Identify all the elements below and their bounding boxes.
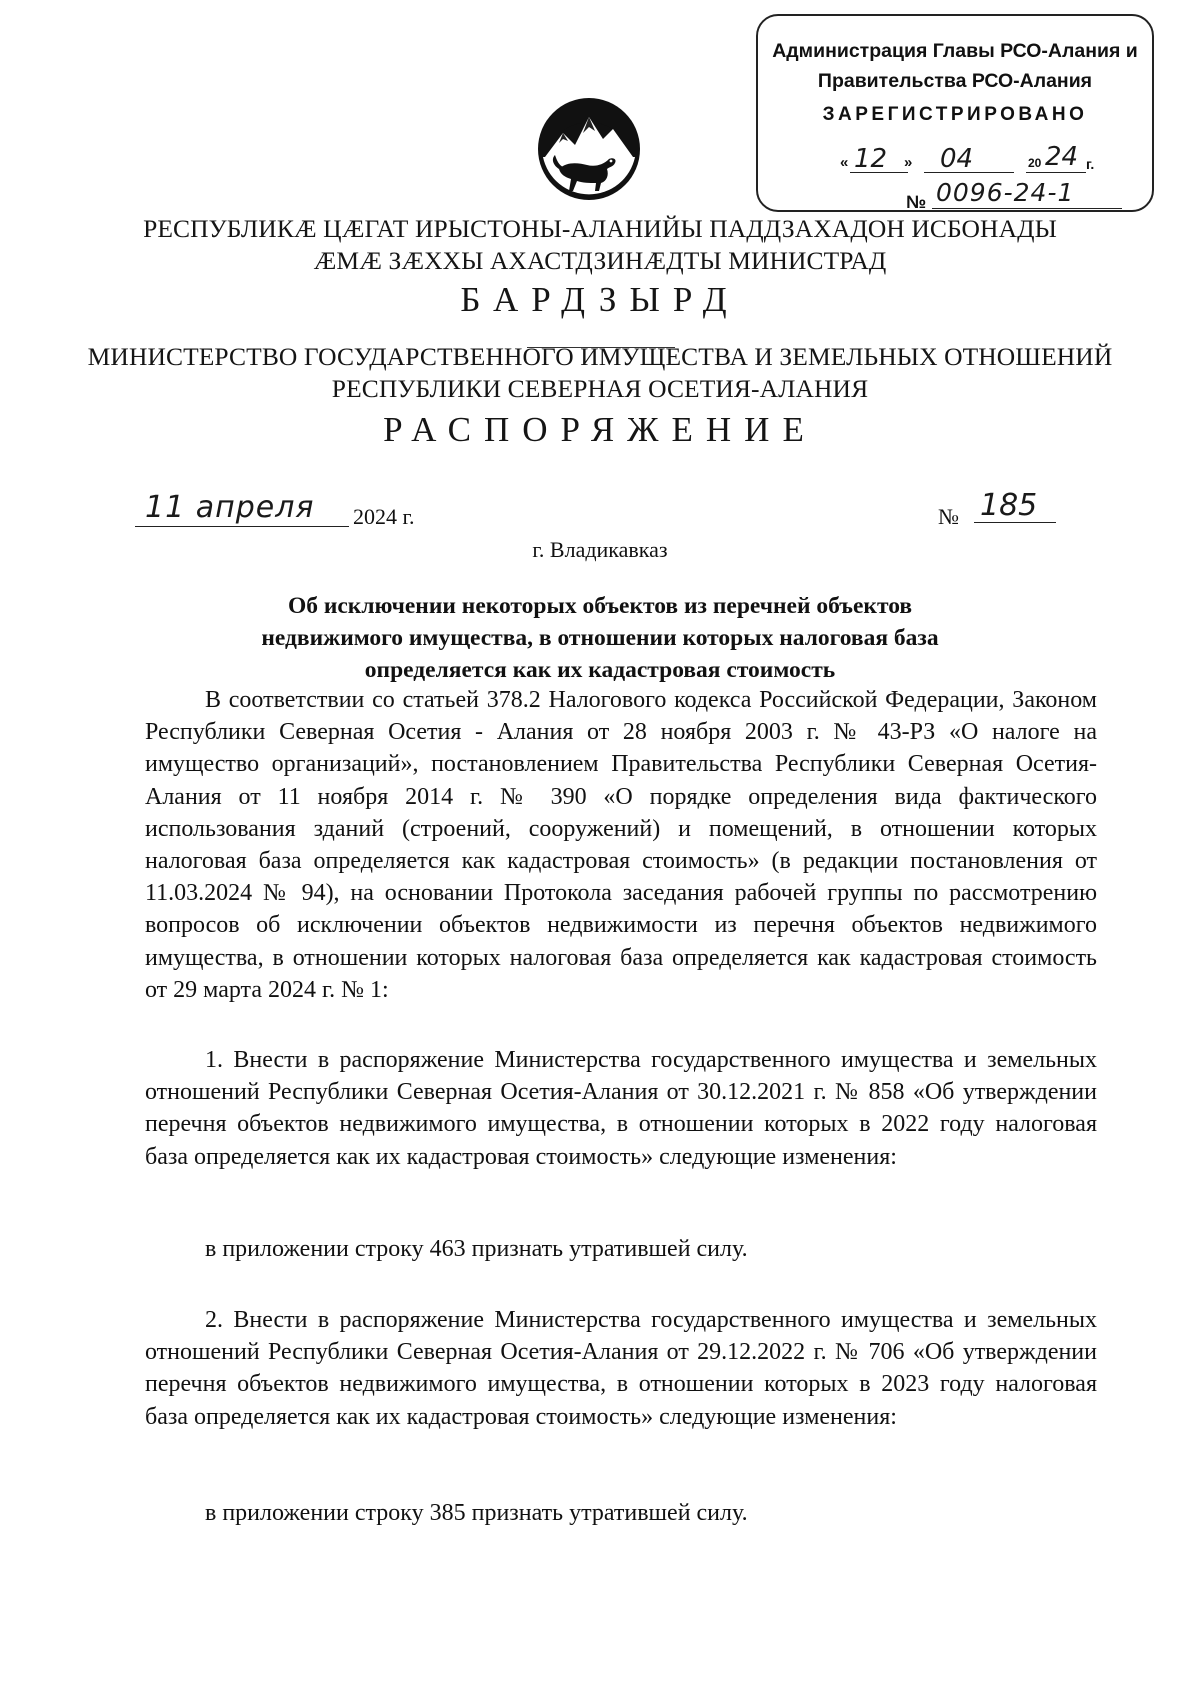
header-ossetian-line1: РЕСПУБЛИКÆ ЦÆГАТ ИРЫСТОНЫ-АЛАНИЙЫ ПАДДЗАХАДОН ИСБОНАДЫ — [143, 214, 1057, 243]
item2-change: в приложении строку 385 признать утратившей силу. — [205, 1500, 748, 1526]
order-number-handwritten: 185 — [980, 488, 1038, 523]
stamp-org-line1: Администрация Главы РСО-Алания и — [772, 40, 1138, 62]
order-date-handwritten: 11 апреля — [145, 490, 315, 525]
subject-line2: недвижимого имущества, в отношении которых налоговая база — [261, 625, 939, 651]
stamp-org-line2: Правительства РСО-Алания — [817, 70, 1093, 92]
order-subject — [150, 590, 1050, 686]
stamp-registered-label: ЗАРЕГИСТРИРОВАНО — [822, 104, 1088, 125]
order-number-label: № — [938, 504, 959, 529]
order-date — [135, 490, 455, 538]
item2-paragraph: 2. Внести в распоряжение Министерства государственного имущества и земельных отношений Республики Северная Осетия-Алания от 29.12.2022 г. № 706 «Об утверждении перечня объектов недвижимого имущества, в отношении которых в 2023 году налоговая база определяется как их кадастровая стоимость» следующие изменения: — [145, 1307, 1097, 1430]
stamp-number-label: № — [906, 192, 927, 212]
subject-line3: определяется как их кадастровая стоимость — [364, 657, 836, 683]
order-date-year: 2024 г. — [353, 504, 415, 529]
header-russian-line2: РЕСПУБЛИКИ СЕВЕРНАЯ ОСЕТИЯ-АЛАНИЯ — [331, 374, 869, 403]
header-ossetian-line2: ÆМÆ ЗÆХХЫ АХАСТДЗИНÆДТЫ МИНИСТРАД — [313, 246, 887, 275]
header-ossetian-title: БАРДЗЫРД — [460, 280, 740, 319]
item1-paragraph: 1. Внести в распоряжение Министерства государственного имущества и земельных отношений Республики Северная Осетия-Алания от 30.12.2021 г. № 858 «Об утверждении перечня объектов недвижимого имущества, в отношении которых в 2022 году налоговая база определяется как их кадастровая стоимость» следующие изменения: — [145, 1047, 1097, 1170]
document-title: РАСПОРЯЖЕНИЕ — [383, 410, 817, 449]
header-russian-line1: МИНИСТЕРСТВО ГОСУДАРСТВЕННОГО ИМУЩЕСТВА И ЗЕМЕЛЬНЫХ ОТНОШЕНИЙ — [87, 342, 1113, 371]
stamp-date-day: 12 — [854, 144, 888, 174]
stamp-year-prefix: 20 — [1028, 156, 1042, 170]
stamp-date-suffix: г. — [1086, 156, 1095, 172]
order-number — [938, 488, 1098, 538]
item1-change: в приложении строку 463 признать утратившей силу. — [205, 1236, 748, 1262]
stamp-number-value: 0096-24-1 — [936, 178, 1075, 207]
stamp-organization — [758, 36, 1152, 96]
registration-stamp — [756, 14, 1154, 212]
stamp-date: « 12 » 04 20 24 г. — [840, 142, 1095, 174]
stamp-year-suffix: 24 — [1045, 142, 1079, 172]
city-label: г. Владикавказ — [532, 537, 668, 562]
stamp-date-month: 04 — [940, 144, 974, 174]
coat-of-arms-emblem — [535, 95, 643, 203]
subject-line1: Об исключении некоторых объектов из перечней объектов — [287, 593, 913, 619]
preamble-paragraph: В соответствии со статьей 378.2 Налогового кодекса Российской Федерации, Законом Республики Северная Осетия - Алания от 28 ноября 2003 г. № 43-РЗ «О налоге на имущество организаций», постановлением Правительства Республики Северная Осетия-Алания от 11 ноября 2014 г. № 390 «О порядке определения вида фактического использования зданий (строений, сооружений) и помещений, в отношении которых налоговая база определяется как кадастровая стоимость» (в редакции постановления от 11.03.2024 № 94), на основании Протокола заседания рабочей группы по рассмотрению вопросов об исключении объектов недвижимости из перечня объектов недвижимого имущества, в отношении которых налоговая база определяется как кадастровая стоимость от 29 марта 2024 г. № 1: — [145, 687, 1097, 1003]
